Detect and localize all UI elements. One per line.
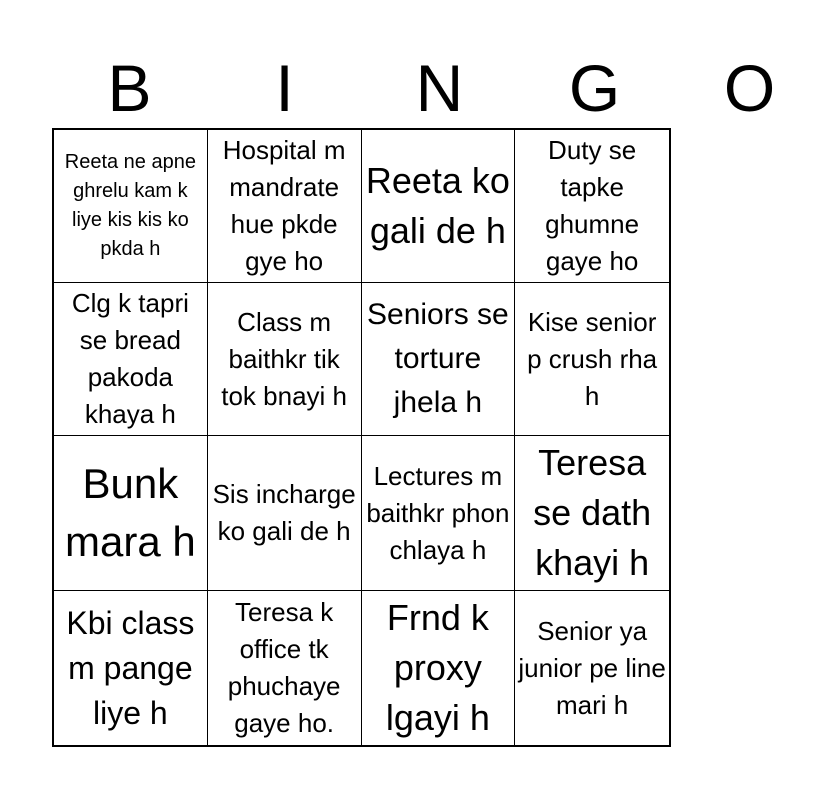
cell-text: Lectures m baithkr phon chlaya h (366, 460, 510, 565)
cell-text: Teresa se dath khayi h (533, 442, 652, 583)
cell-text: Kise senior p crush rha h (527, 306, 658, 411)
cell-text: Class m baithkr tik tok bnayi h (221, 306, 347, 411)
bingo-cell[interactable] (54, 436, 208, 591)
cell-text: Seniors se torture jhela h (367, 298, 509, 419)
bingo-cell[interactable] (515, 283, 669, 436)
bingo-cell[interactable] (362, 436, 516, 591)
bingo-cell[interactable] (54, 283, 208, 436)
cell-text: Senior ya junior pe line mari h (518, 615, 666, 720)
bingo-cell[interactable] (515, 130, 669, 283)
cell-text: Bunk mara h (65, 460, 196, 565)
bingo-cell[interactable] (208, 130, 362, 283)
cell-text: Teresa k office tk phuchaye gaye ho. (227, 597, 341, 738)
header-letter-g: G (568, 51, 621, 125)
bingo-cell[interactable] (362, 130, 516, 283)
header-letter-i: I (275, 51, 294, 125)
bingo-cell[interactable] (208, 591, 362, 745)
cell-text: Hospital m mandrate hue pkde gye ho (222, 135, 346, 276)
bingo-header (52, 50, 776, 126)
cell-text: Kbi class m pange liye h (66, 604, 195, 731)
bingo-cell[interactable] (208, 283, 362, 436)
cell-text: Duty se tapke ghumne gaye ho (545, 135, 640, 276)
cell-text: Sis incharge ko gali de h (212, 479, 356, 546)
bingo-cell[interactable] (208, 436, 362, 591)
bingo-cell[interactable] (515, 436, 669, 591)
header-letter-n: N (415, 51, 464, 125)
cell-text: Clg k tapri se bread pakoda khaya h (71, 288, 189, 429)
bingo-cell[interactable] (362, 591, 516, 745)
bingo-board (52, 128, 671, 747)
bingo-cell[interactable] (362, 283, 516, 436)
cell-text: Frnd k proxy lgayi h (385, 597, 490, 738)
header-letter-o: O (723, 51, 776, 125)
bingo-cell[interactable] (54, 130, 208, 283)
cell-text: Reeta ne apne ghrelu kam k liye kis kis ko pkda h (64, 151, 196, 260)
cell-text: Reeta ko gali de h (365, 160, 510, 251)
bingo-cell[interactable] (54, 591, 208, 745)
header-letter-b: B (107, 51, 152, 125)
bingo-cell[interactable] (515, 591, 669, 745)
